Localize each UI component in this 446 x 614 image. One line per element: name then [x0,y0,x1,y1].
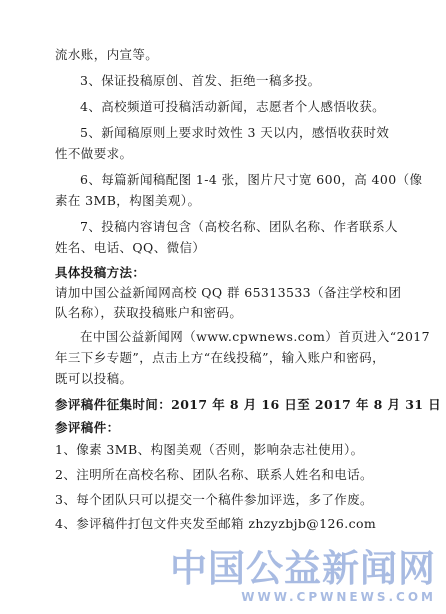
method-website-cont2: 既可以投稿。 [55,371,133,386]
rule-7-contents-cont: 姓名、电话、QQ、微信） [55,240,206,255]
watermark-chinese: 中国公益新闻网 [170,547,436,590]
watermark-url: WWW.CPWNEWS.COM [241,590,436,604]
rule-5-timeliness: 5、新闻稿原则上要求时效性 3 天以内，感悟收获时效 [80,125,390,140]
entry-rule-4: 4、参评稿件打包文件夹发至邮箱 zhzyzbjb@126.com [55,516,377,531]
rule-7-contents: 7、投稿内容请包含（高校名称、团队名称、作者联系人 [80,219,398,234]
text-line-account: 流水账，内宣等。 [55,47,159,62]
rule-6-images-cont: 素在 3MB，构图美观）。 [55,193,201,208]
method-qq-group: 请加中国公益新闻网高校 QQ 群 65313533（备注学校和团 [55,285,402,300]
method-qq-group-cont: 队名称），获取投稿账户和密码。 [55,305,243,320]
method-website-cont: 年三下乡专题”，点击上方“在线投稿”，输入账户和密码， [55,350,385,365]
section-heading-entries: 参评稿件： [55,420,120,435]
site-watermark [170,548,436,604]
rule-5-timeliness-cont: 性不做要求。 [55,146,133,161]
rule-3-original: 3、保证投稿原创、首发、拒绝一稿多投。 [80,73,321,88]
rule-4-channel: 4、高校频道可投稿活动新闻，志愿者个人感悟收获。 [80,99,386,114]
section-heading-method: 具体投稿方法： [55,265,146,280]
entry-rule-2: 2、注明所在高校名称、团队名称、联系人姓名和电话。 [55,467,373,482]
section-heading-period: 参评稿件征集时间：2017 年 8 月 16 日至 2017 年 8 月 31 日 [55,397,442,412]
method-website: 在中国公益新闻网（www.cpwnews.com）首页进入“2017 [80,329,431,344]
entry-rule-3: 3、每个团队只可以提交一个稿件参加评选，多了作废。 [55,492,373,507]
entry-rule-1: 1、像素 3MB、构图美观（否则，影响杂志社使用）。 [55,442,364,457]
rule-6-images: 6、每篇新闻稿配图 1-4 张，图片尺寸宽 600，高 400（像 [80,172,423,187]
